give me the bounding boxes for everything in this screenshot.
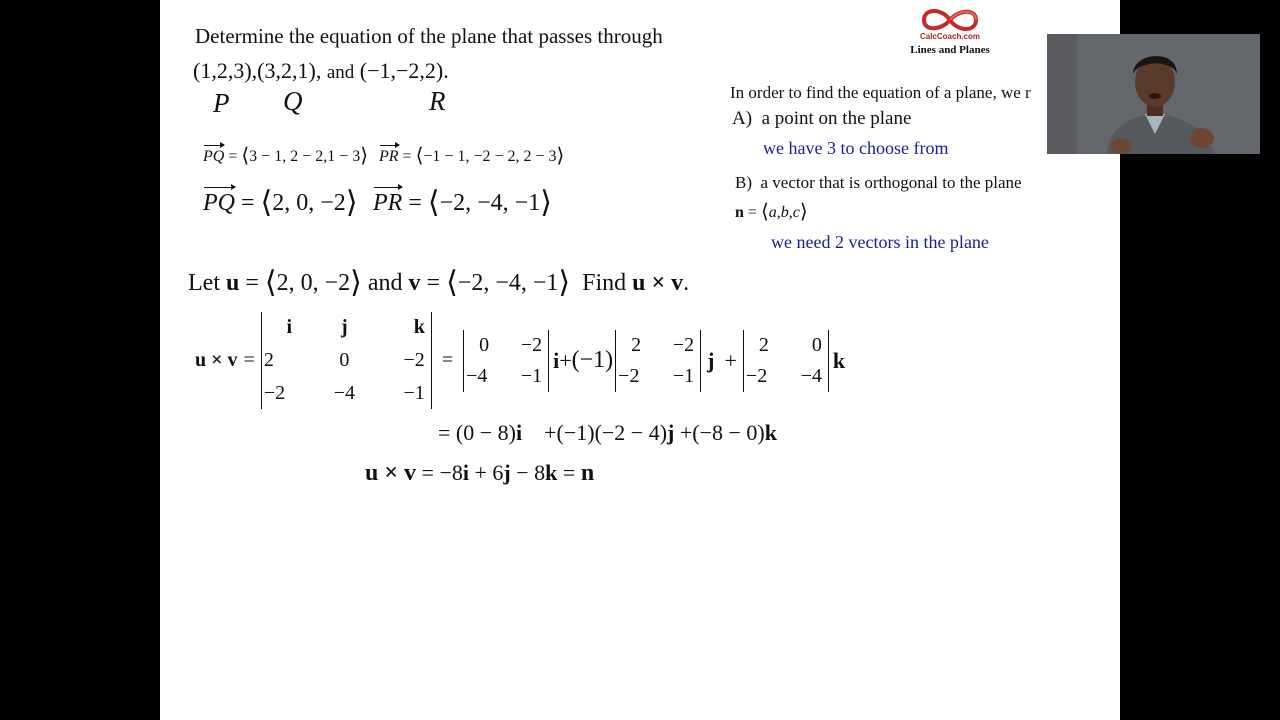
matrix-cell: −2: [745, 364, 768, 387]
matrix-cell: −4: [800, 364, 822, 387]
infinity-logo-icon: [920, 6, 980, 34]
minor-j: [615, 330, 701, 392]
i-unit: i: [553, 347, 560, 373]
matrix-cell: −4: [333, 382, 355, 404]
lecture-slide: [160, 0, 1120, 720]
pr-vector-label: PR: [373, 190, 403, 216]
label-p: P: [213, 88, 230, 118]
normal-vector-n: n: [580, 460, 595, 486]
a-text: a point on the plane: [761, 108, 912, 129]
v-value: −2, −4, −1: [457, 270, 559, 296]
matrix-cell: −2: [618, 364, 640, 387]
point-p: (1,2,3): [193, 58, 252, 83]
matrix-cell: −1: [403, 382, 425, 404]
requirement-b: [735, 173, 1022, 193]
pq-expanded: PQ = ⟨3 − 1, 2 − 2,1 − 3⟩: [203, 145, 369, 168]
matrix-cell: 2: [631, 333, 642, 356]
n-symbol: n: [735, 204, 744, 221]
pq-result-value: 2, 0, −2: [272, 190, 346, 216]
pq-vector-label: PQ: [203, 190, 235, 216]
cross-lhs: u × v: [195, 349, 238, 371]
expansion-step: = (0 − 8)i +(−1)(−2 − 4)j +(−8 − 0)k: [438, 420, 777, 445]
pq-vector-label: PQ: [203, 148, 225, 165]
requirement-a: [732, 108, 911, 130]
matrix-cell: −2: [263, 382, 286, 404]
k-unit: k: [832, 347, 846, 373]
matrix-cell: −1: [520, 364, 543, 387]
determinant-3x3: [261, 312, 432, 409]
pr-result-value: −2, −4, −1: [439, 190, 541, 216]
matrix-cell: −2: [672, 333, 695, 356]
b-text: a vector that is orthogonal to the plane: [760, 173, 1022, 192]
matrix-cell: −4: [466, 364, 488, 387]
let-text: Let: [188, 270, 220, 296]
cross-product-result: u × v = −8i + 6j − 8k = n: [365, 460, 595, 486]
minor-i: [463, 330, 549, 392]
note-choose: we have 3 to choose from: [763, 138, 949, 158]
j-unit: j: [667, 420, 675, 445]
u-value: 2, 0, −2: [276, 270, 351, 296]
find-expression: u × v: [632, 270, 684, 296]
k-unit: k: [764, 420, 777, 445]
j-unit: j: [503, 460, 511, 485]
note-vectors: we need 2 vectors in the plane: [771, 232, 989, 252]
v-symbol: v: [408, 270, 421, 296]
matrix-cell: 2: [758, 333, 769, 356]
matrix-cell: 0: [339, 349, 350, 371]
n-components: a,b,c: [768, 204, 800, 221]
presenter-video-icon: [1047, 34, 1260, 154]
intro-text: In order to find the equation of a plane, we r: [730, 83, 1031, 102]
matrix-cell: −1: [672, 364, 695, 387]
i-coefficient: (0 − 8): [455, 420, 516, 445]
label-r: R: [429, 86, 446, 116]
result-j-coef: + 6: [469, 460, 504, 485]
normal-definition: n = ⟨a,b,c⟩: [735, 201, 808, 224]
and-text: and: [367, 270, 403, 296]
pq-expanded-value: 3 − 1, 2 − 2,1 − 3: [249, 148, 361, 165]
presenter-webcam: [1047, 34, 1260, 154]
pr-vector-label: PR: [379, 148, 399, 165]
point-r: (−1,−2,2): [359, 58, 444, 83]
pq-result: PQ = ⟨2, 0, −2⟩: [203, 185, 358, 219]
u-symbol: u: [225, 270, 240, 296]
matrix-cell: 0: [479, 333, 490, 356]
result-lhs: u × v: [365, 460, 417, 486]
find-text: Find: [582, 270, 627, 296]
problem-statement: Determine the equation of the plane that passes through: [195, 24, 663, 48]
determinant-expansion: u × v = i j k 2 0 −2 −2 −4 −1 = 0 −2 −4 −1 i + (−1) 2 −2 −2 −1 j + 2 0 −2 −4 k: [195, 312, 845, 409]
let-statement: Let u = ⟨2, 0, −2⟩ and v = ⟨−2, −4, −1⟩ Find u × v.: [188, 265, 690, 299]
pr-expanded: PR = ⟨−1 − 1, −2 − 2, 2 − 3⟩: [379, 145, 565, 168]
problem-points: (1,2,3),(3,2,1), and (−1,−2,2).: [193, 58, 449, 83]
matrix-cell: 0: [811, 333, 822, 356]
matrix-cell: k: [413, 316, 425, 338]
matrix-cell: −2: [520, 333, 543, 356]
brand-name: CalcCoach.com: [919, 32, 981, 41]
i-unit: i: [515, 420, 523, 445]
k-unit: k: [545, 460, 558, 485]
j-coefficient: +(−1)(−2 − 4): [544, 420, 668, 445]
matrix-cell: i: [286, 316, 293, 338]
pr-expanded-value: −1 − 1, −2 − 2, 2 − 3: [423, 148, 557, 165]
course-title: Lines and Planes: [910, 44, 990, 56]
matrix-cell: −2: [403, 349, 425, 371]
matrix-cell: 2: [263, 349, 274, 371]
label-q: Q: [283, 86, 303, 116]
point-q: (3,2,1): [257, 58, 316, 83]
pr-result: PR = ⟨−2, −4, −1⟩: [373, 185, 552, 219]
result-k-coef: − 8: [510, 460, 546, 485]
calccoach-logo: [895, 6, 1005, 56]
negative-one-factor: (−1): [571, 347, 614, 373]
b-label: B): [735, 173, 752, 192]
a-label: A): [732, 108, 753, 129]
result-i-coef: −8: [439, 460, 463, 485]
matrix-cell: j: [340, 316, 348, 338]
minor-k: [743, 330, 829, 392]
j-unit: j: [707, 347, 715, 373]
i-unit: i: [462, 460, 469, 485]
and-text: and: [326, 62, 355, 83]
k-coefficient: +(−8 − 0): [679, 420, 765, 445]
